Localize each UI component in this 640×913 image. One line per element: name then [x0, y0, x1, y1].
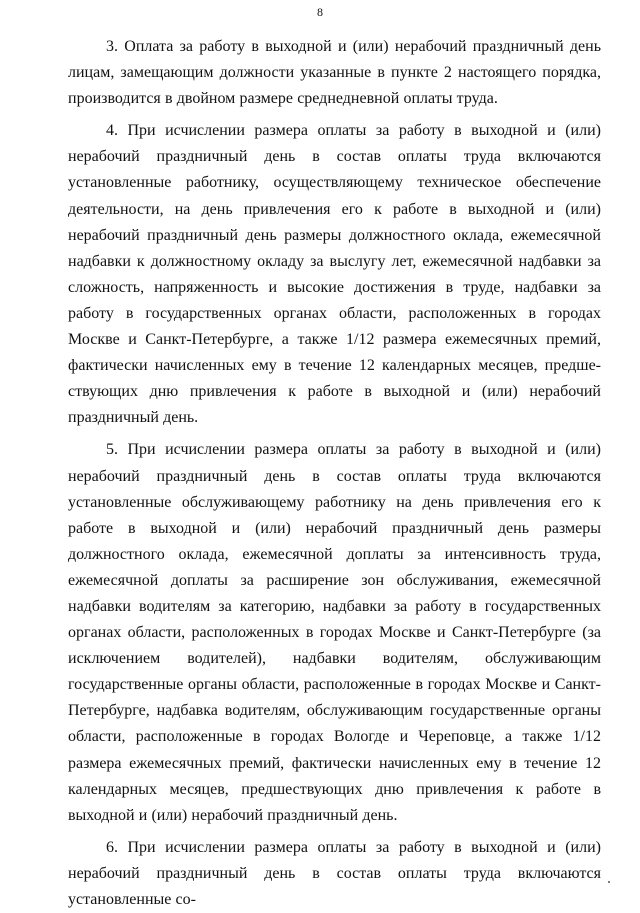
scan-speck	[608, 881, 610, 883]
document-body	[68, 34, 601, 913]
paragraph-6: 6. При исчислении размера оплаты за работу в выходной и (или) нерабочий праздничный день в состав оплаты труда включаются установленные со-	[68, 838, 601, 908]
page-number: 8	[317, 5, 323, 19]
paragraph-3: 3. Оплата за работу в выходной и (или) нерабочий праздничный день лицам, замещающим должности указанные в пункте 2 настоящего порядка, производится в двойном размере среднедневной оплаты труда.	[68, 38, 601, 108]
paragraph-5: 5. При исчислении размера оплаты за работу в выходной и (или) нерабочий праздничный день в состав оплаты труда включаются установленные обслуживающему работнику на день привлечения его к работе в выходной и (или) нерабочий праздничный день размеры должностного оклада, ежемесячной доплаты за интенсивность труда, ежемесячной доплаты за расширение зон обслуживания, ежемесячной надбавки водителям за категорию, надбавки за работу в государственных органах области, расположенных в городах Москве и Санкт-Петербурге (за исключением водителей), надбавки водителям, обслуживающим государственные органы области, расположенные в городах Москве и Санкт-Петербурге, надбавка водителям, обслуживающим государственные органы области, расположенные в городах Вологде и Череповце, а также 1/12 размера ежемесячных премий, фактически начисленных ему в течение 12 календарных месяцев, предшествующих дню привлечения к работе в выходной и (или) нерабочий праздничный день.	[68, 441, 601, 824]
paragraph-4: 4. При исчислении размера оплаты за работу в выходной и (или) нерабочий праздничный день в состав оплаты труда включаются установленные работнику, осуществляющему техническое обеспечение деятельности, на день привлечения его к работе в выходной и (или) нерабочий праздничный день размеры должностного оклада, ежемесячной надбавки к должностному окладу за выслугу лет, ежемесячной надбавки за сложность, напряженность и высокие достижения в труде, надбавки за работу в государственных органах области, расположенных в городах Москве и Санкт-Петербурге, а также 1/12 размера ежемесячных премий, фактически начисленных ему в течение 12 календарных месяцев, предшествующих дню привлечения к работе в выходной и (или) нерабочий праздничный день.	[68, 122, 601, 427]
